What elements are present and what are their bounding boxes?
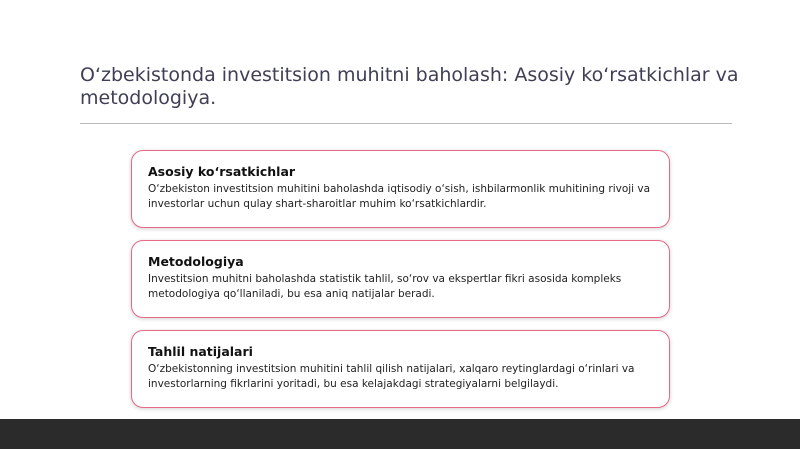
- card-analysis-results: [131, 330, 670, 408]
- card-text: O‘zbekiston investitsion muhitini baholashda iqtisodiy o‘sish, ishbilarmonlik muhitining rivoji va investorlar uchun qulay shart-sharoitlar muhim ko‘rsatkichlardir.: [148, 183, 651, 210]
- card-key-indicators: [131, 150, 670, 228]
- title-divider: [80, 123, 732, 124]
- card-heading: Tahlil natijalari: [148, 344, 253, 359]
- card-text: Investitsion muhitni baholashda statistik tahlil, so‘rov va ekspertlar fikri asosida kompleks metodologiya qo‘llaniladi, bu esa aniq natijalar beradi.: [148, 273, 622, 300]
- slide-title: O‘zbekistonda investitsion muhitni baholash: Asosiy ko‘rsatkichlar va metodologiya.: [80, 64, 739, 109]
- card-heading: Metodologiya: [148, 254, 244, 269]
- card-text: O‘zbekistonning investitsion muhitini tahlil qilish natijalari, xalqaro reytinglardagi o‘rinlari va investorlarning fikrlarini yoritadi, bu esa kelajakdagi strategiyalarni belgilaydi.: [148, 363, 635, 390]
- bottom-bar: [0, 419, 800, 449]
- card-heading: Asosiy ko‘rsatkichlar: [148, 164, 296, 179]
- card-methodology: [131, 240, 670, 318]
